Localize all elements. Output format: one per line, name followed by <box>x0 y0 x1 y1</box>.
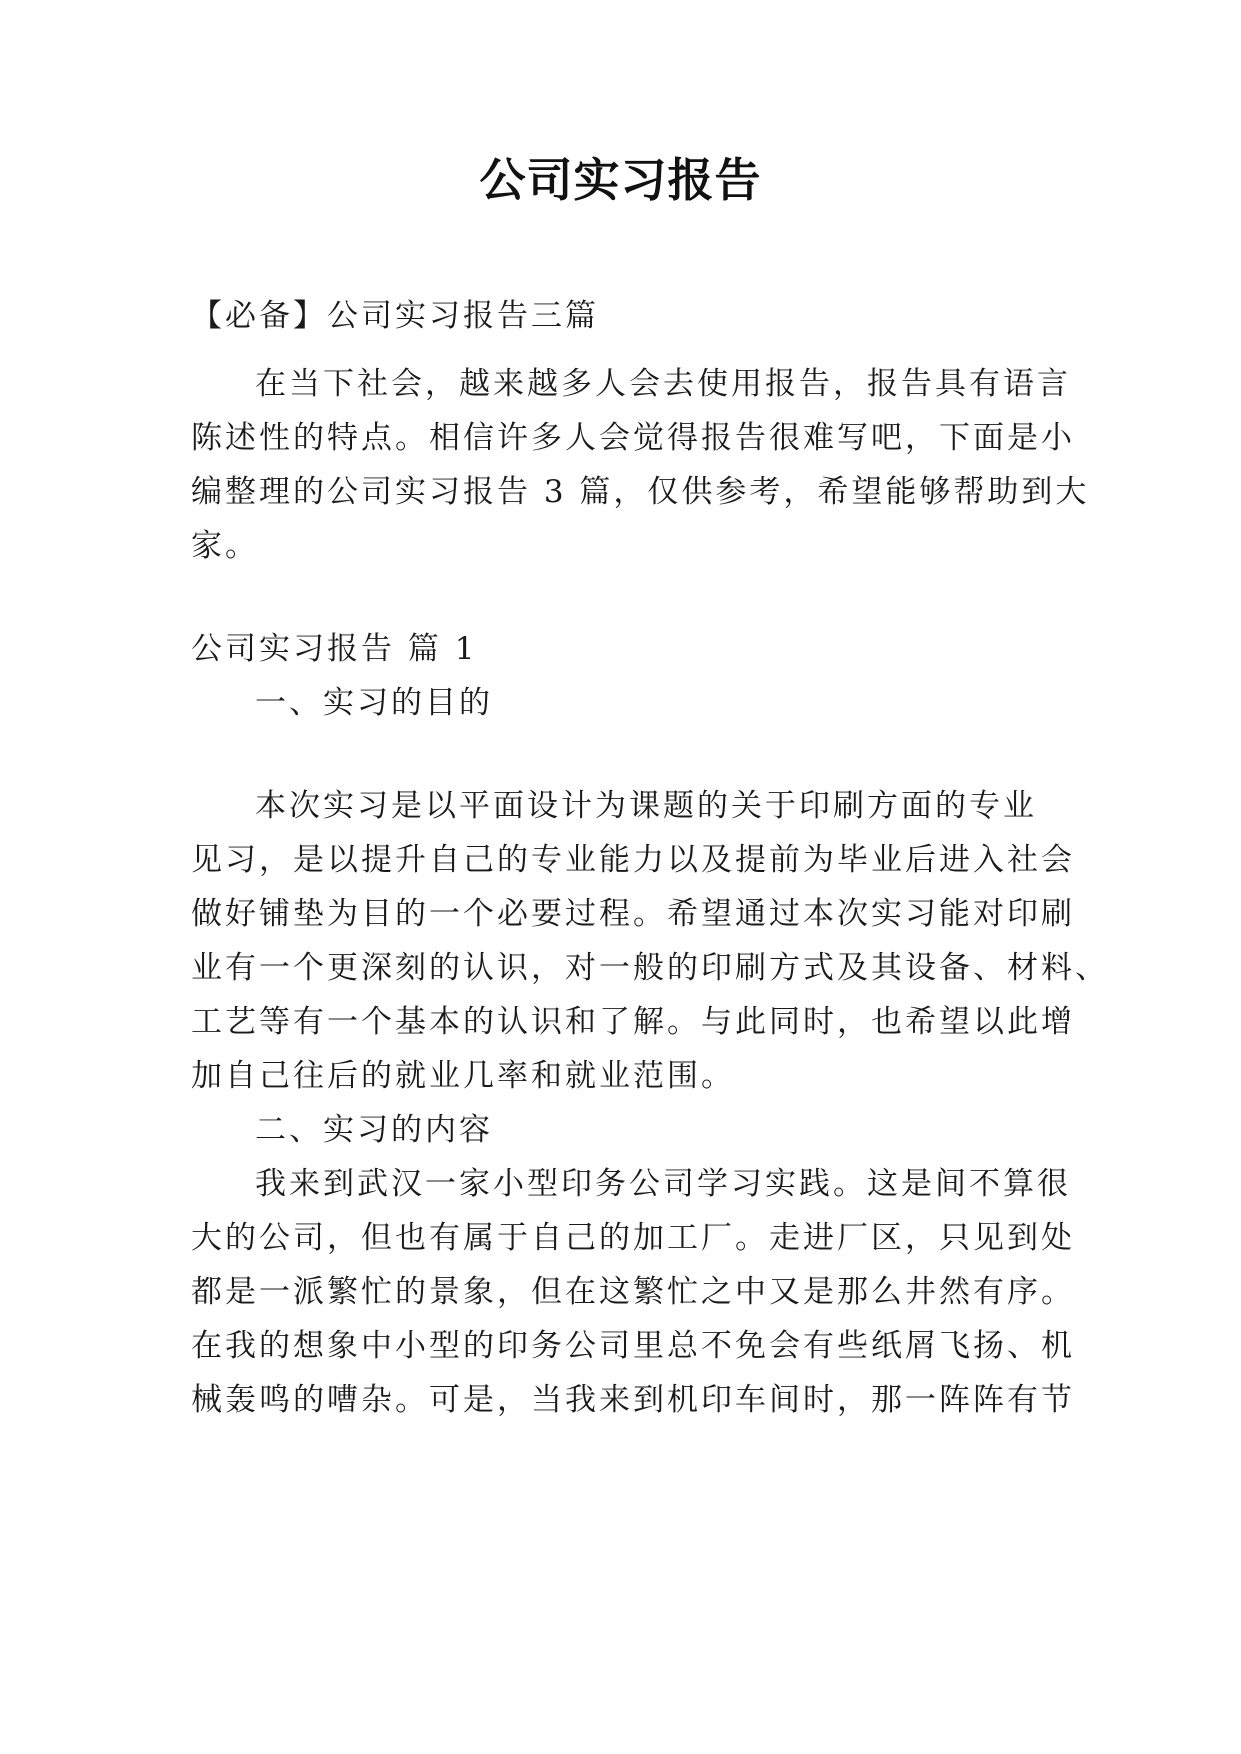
body-line: 工艺等有一个基本的认识和了解。与此同时，也希望以此增 <box>191 1004 1075 1040</box>
body-line: 见习，是以提升自己的专业能力以及提前为毕业后进入社会 <box>191 842 1075 878</box>
body-line: 大的公司，但也有属于自己的加工厂。走进厂区，只见到处 <box>191 1220 1075 1256</box>
subsection-heading: 一、实习的目的 <box>255 685 493 721</box>
subtitle-line: 【必备】公司实习报告三篇 <box>191 298 599 334</box>
intro-line: 陈述性的特点。相信许多人会觉得报告很难写吧，下面是小 <box>191 420 1075 456</box>
section-heading: 公司实习报告 篇 1 <box>191 631 478 667</box>
body-line: 加自己往后的就业几率和就业范围。 <box>191 1058 735 1094</box>
body-line: 我来到武汉一家小型印务公司学习实践。这是间不算很 <box>255 1166 1071 1202</box>
subsection-heading: 二、实习的内容 <box>255 1112 493 1148</box>
intro-line: 家。 <box>191 528 259 564</box>
body-line: 本次实习是以平面设计为课题的关于印刷方面的专业 <box>255 788 1037 824</box>
intro-line: 在当下社会，越来越多人会去使用报告，报告具有语言 <box>255 366 1071 402</box>
body-line: 做好铺垫为目的一个必要过程。希望通过本次实习能对印刷 <box>191 896 1075 932</box>
document-title: 公司实习报告 <box>479 153 762 207</box>
body-line: 械轰鸣的嘈杂。可是，当我来到机印车间时，那一阵阵有节 <box>191 1382 1075 1418</box>
intro-line: 编整理的公司实习报告 3 篇，仅供参考，希望能够帮助到大 <box>191 474 1090 510</box>
body-line: 在我的想象中小型的印务公司里总不免会有些纸屑飞扬、机 <box>191 1328 1075 1364</box>
body-line: 都是一派繁忙的景象，但在这繁忙之中又是那么井然有序。 <box>191 1274 1075 1310</box>
body-line: 业有一个更深刻的认识，对一般的印刷方式及其设备、材料、 <box>191 950 1109 986</box>
